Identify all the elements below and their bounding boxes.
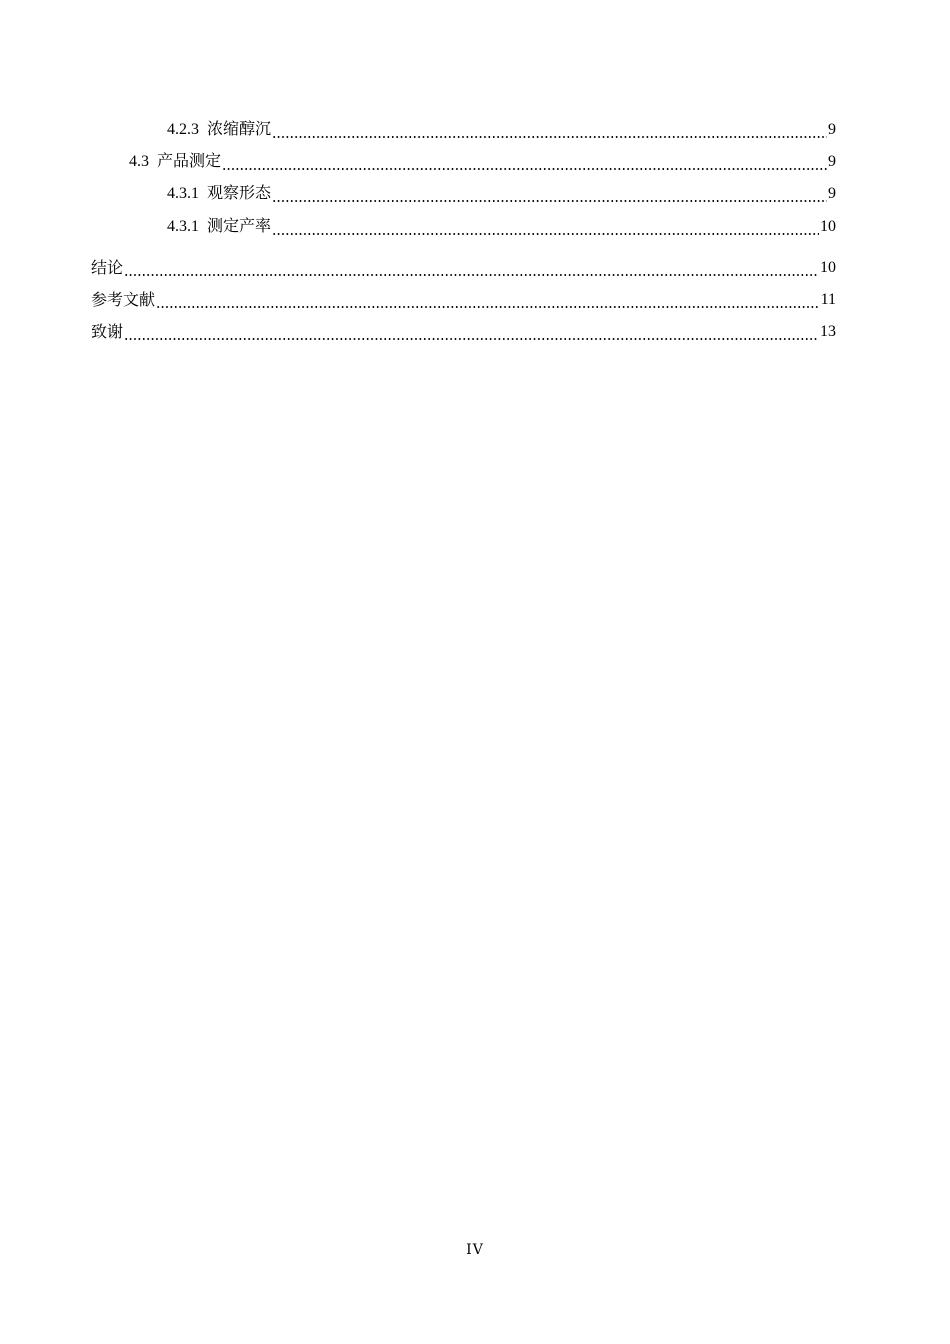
toc-dot-leader bbox=[272, 120, 827, 140]
toc-entry-number: 4.3.1 bbox=[167, 218, 199, 235]
toc-entry-page: 13 bbox=[820, 323, 836, 340]
toc-entry-page: 9 bbox=[828, 185, 836, 202]
toc-entry[interactable] bbox=[91, 316, 836, 342]
toc-entry-title: 测定产率 bbox=[207, 218, 272, 235]
toc-entry-title: 结论 bbox=[91, 258, 124, 277]
toc-entry[interactable] bbox=[129, 146, 836, 172]
toc-entry-title: 浓缩醇沉 bbox=[207, 121, 272, 138]
toc-entry-number: 4.2.3 bbox=[167, 121, 199, 138]
toc-dot-leader bbox=[222, 152, 827, 172]
toc-entry-page: 10 bbox=[820, 218, 836, 235]
toc-entry-title: 参考文献 bbox=[91, 290, 156, 309]
table-of-contents bbox=[0, 0, 950, 400]
toc-entry-title: 致谢 bbox=[91, 322, 124, 341]
toc-entry-number: 4.3.1 bbox=[167, 185, 199, 202]
toc-entry[interactable] bbox=[167, 114, 836, 140]
toc-entry[interactable] bbox=[167, 211, 836, 237]
toc-entry-page: 11 bbox=[820, 291, 836, 308]
toc-entry[interactable] bbox=[91, 284, 836, 310]
toc-dot-leader bbox=[272, 217, 819, 237]
toc-dot-leader bbox=[272, 184, 827, 204]
toc-entry[interactable] bbox=[167, 178, 836, 204]
toc-entry-title: 产品测定 bbox=[157, 153, 222, 170]
toc-dot-leader bbox=[124, 258, 819, 278]
toc-dot-leader bbox=[156, 290, 820, 310]
toc-entry[interactable] bbox=[91, 252, 836, 278]
toc-entry-page: 10 bbox=[820, 259, 836, 276]
toc-entry-page: 9 bbox=[828, 153, 836, 170]
page-number: IV bbox=[466, 1242, 484, 1258]
toc-entry-title: 观察形态 bbox=[207, 185, 272, 202]
toc-entry-number: 4.3 bbox=[129, 153, 149, 170]
toc-dot-leader bbox=[124, 322, 819, 342]
toc-entry-page: 9 bbox=[828, 121, 836, 138]
